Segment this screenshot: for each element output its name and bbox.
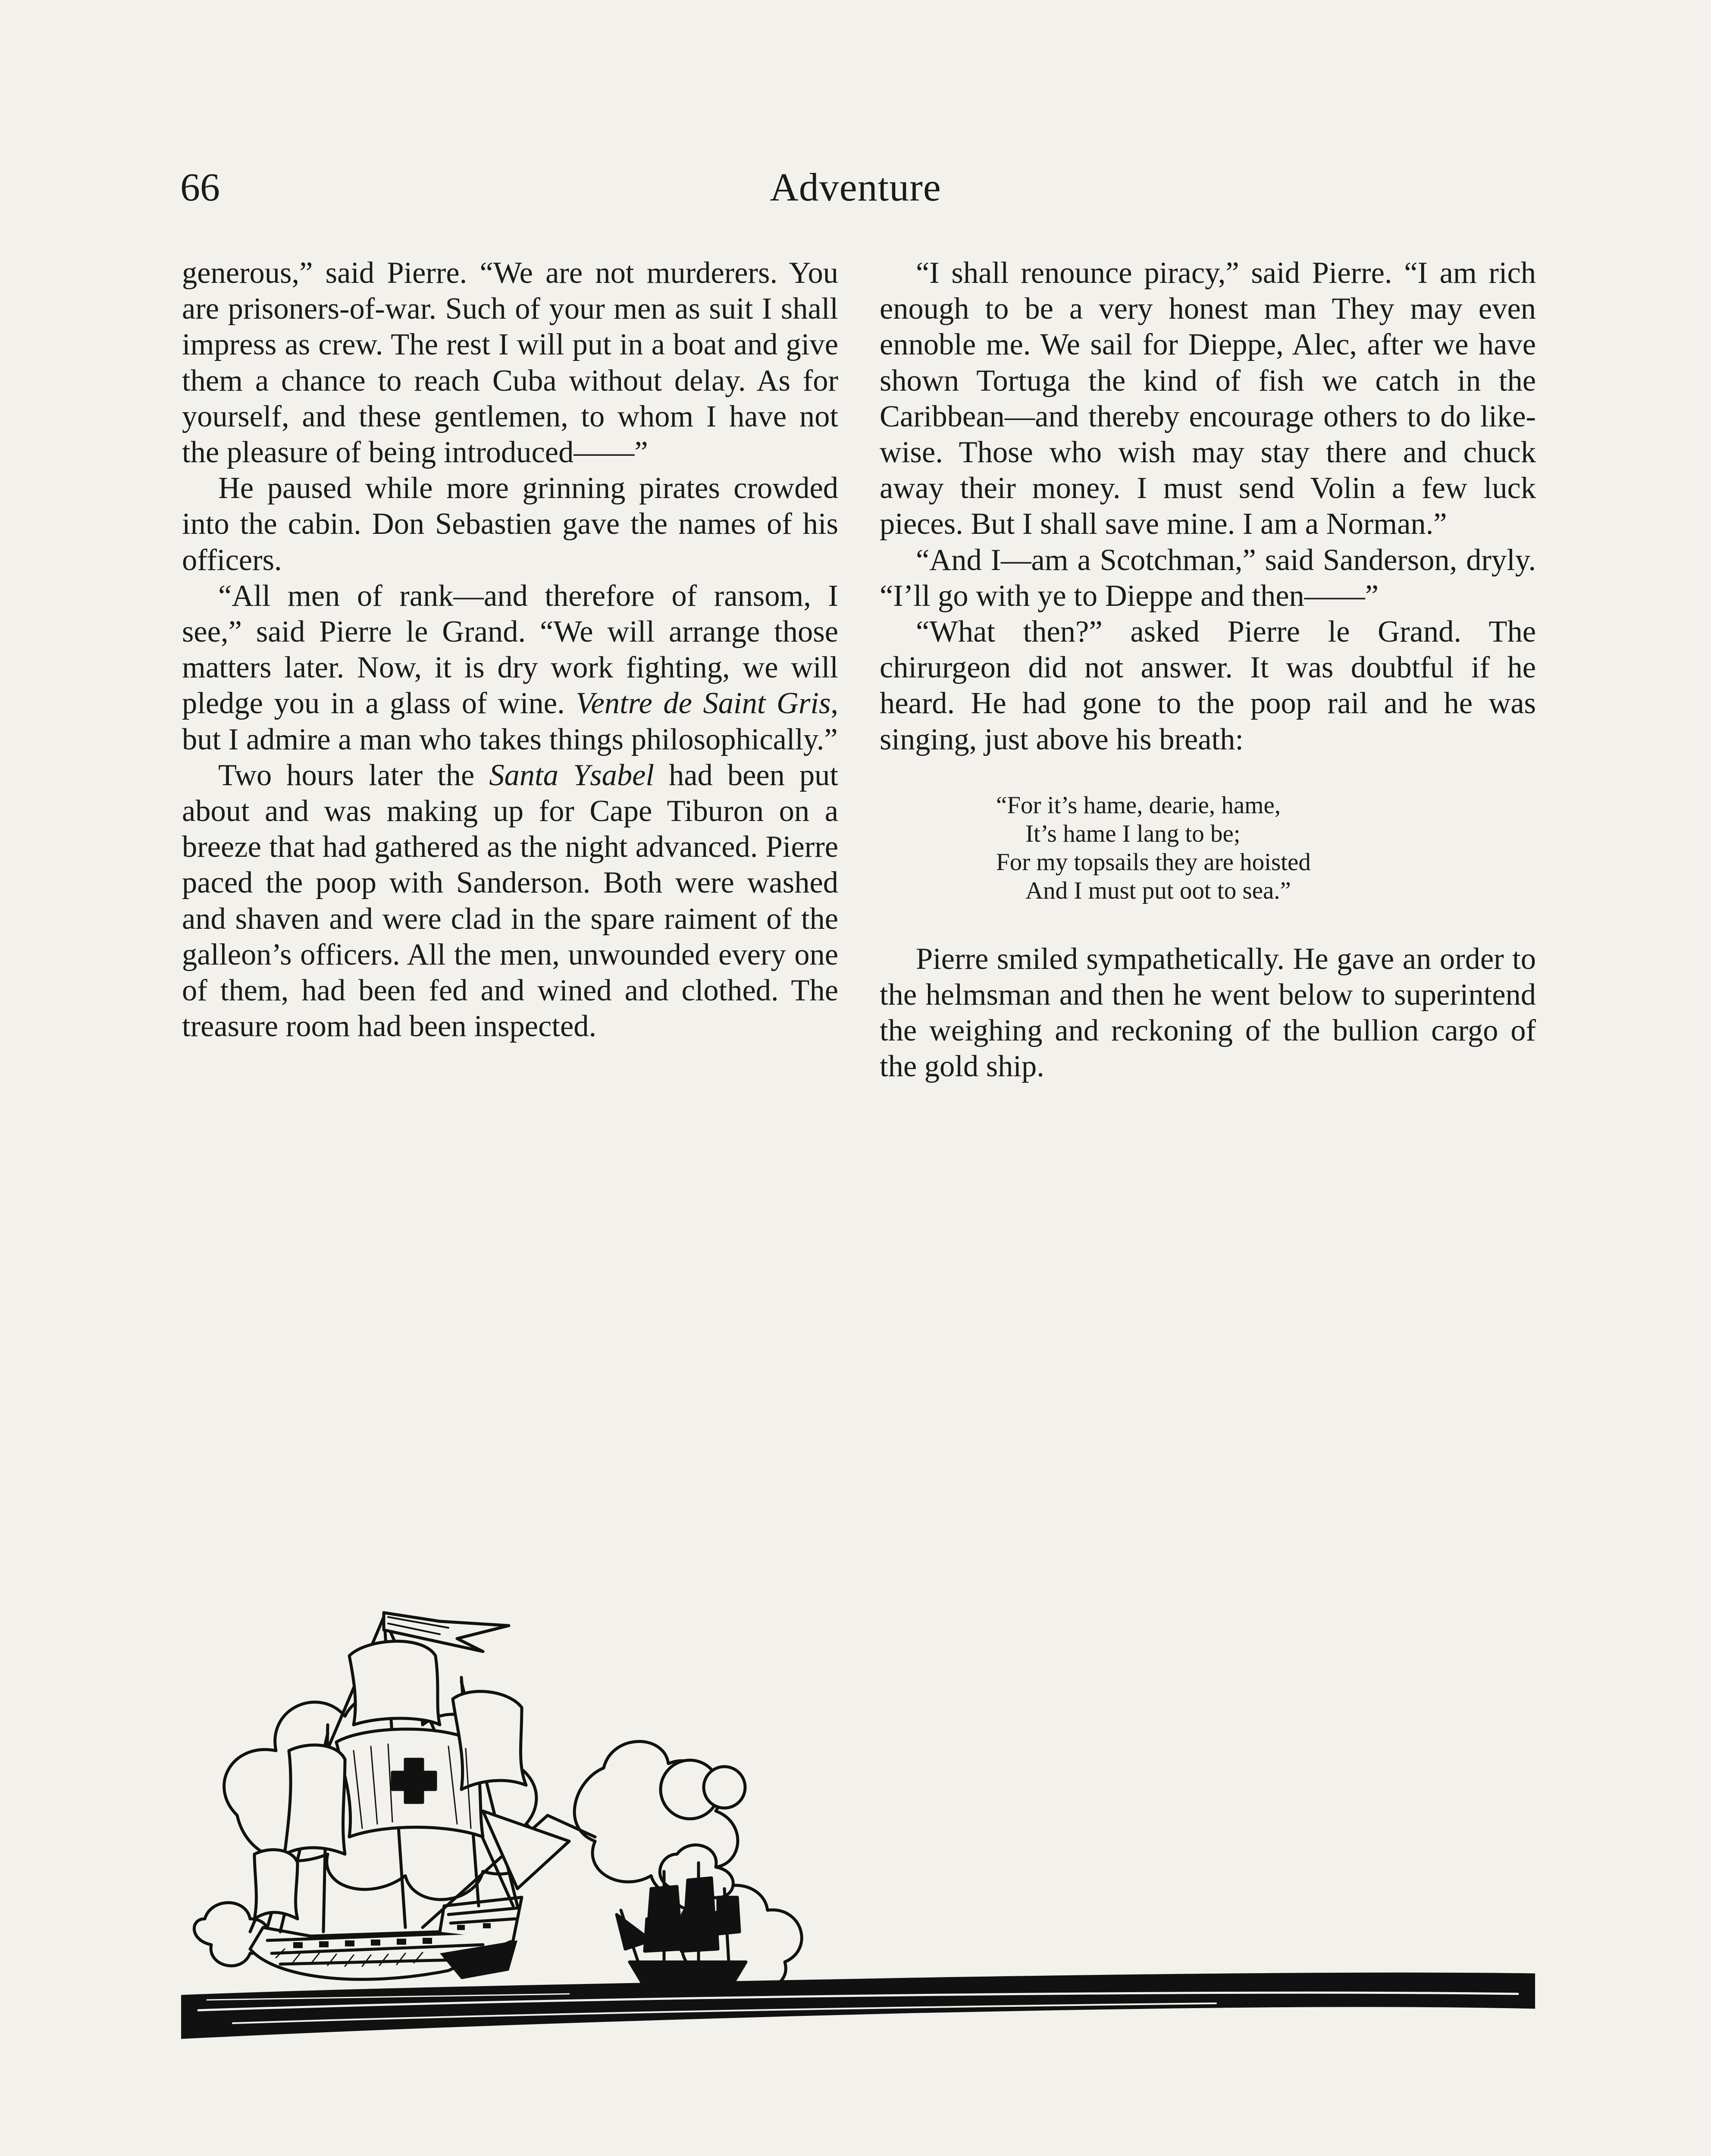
- verse-line: And I must put oot to sea.”: [1025, 877, 1291, 904]
- paragraph: [182, 758, 838, 1045]
- paragraph: “And I—am a Scotchman,” said Sanderson, dryly. “I’ll go with ye to Dieppe and then——”: [880, 543, 1536, 613]
- italic-phrase: Ventre de Saint Gris: [576, 686, 831, 721]
- galleon-illustration: [181, 1483, 1535, 2057]
- verse-line: “For it’s hame, dearie, hame,: [996, 791, 1281, 819]
- paragraph: [182, 578, 838, 758]
- paragraph: He paused while more grinning pirates crowded into the cabin. Don Sebastien gave the names of his officers.: [182, 471, 838, 577]
- right-column: [880, 255, 1536, 1085]
- paragraph-text: Two hours later the: [218, 758, 475, 792]
- page-number: 66: [180, 165, 220, 209]
- verse-line: For my topsails they are hoisted: [996, 848, 1311, 876]
- paragraph-text: “All men of rank—and therefore of ransom, I see,” said Pierre le Grand. “We will arrange those matters later. Now, it is dry work fighting, we will pledge you in a glass of wine.: [182, 579, 838, 721]
- verse-line: It’s hame I lang to be;: [1025, 820, 1241, 847]
- paragraph: “What then?” asked Pierre le Grand. The chirurgeon did not answer. It was doubtful if he heard. He had gone to the poop rail and he was singing, just above his breath:: [880, 615, 1536, 756]
- paragraph-text: , but I admire a man who takes things philosophically.”: [182, 686, 839, 756]
- ship-name: Santa Ysabel: [489, 758, 654, 792]
- song-verse: [880, 791, 1536, 905]
- paragraph-text: had been put about and was making up for Cape Tiburon on a breeze that had gathered as the night advanced. Pierre paced the poop with Sanderson. Both were washed and shaven and were clad in the spare raiment of the galleon’s officers. All the men, unwounded every one of them, had been fed and wined and clothed. The treasure room had been inspected.: [182, 758, 838, 1044]
- paragraph: “I shall renounce piracy,” said Pierre. “I am rich enough to be a very honest man They may even ennoble me. We sail for Dieppe, Alec, after we have shown Tortuga the kind of fish we catch in the Caribbean—and thereby encourage others to do likewise. Those who wish may stay there and chuck away their money. I must send Volin a few luck pieces. But I shall save mine. I am a Norman.”: [880, 256, 1536, 541]
- galleon-ship: [250, 1613, 595, 1979]
- magazine-title: Adventure: [770, 165, 941, 209]
- paragraph: generous,” said Pierre. “We are not murderers. You are prisoners-of-war. Such of your men as suit I shall impress as crew. The rest I will put in a boat and give them a chance to reach Cuba without delay. As for yourself, and these gentlemen, to whom I have not the pleasure of being introduced——”: [182, 256, 838, 470]
- sea-waves: [181, 1974, 1535, 2037]
- paragraph: Pierre smiled sympathetically. He gave an order to the helmsman and then he went below to superintend the weighing and reckoning of the bullion cargo of the gold ship.: [880, 942, 1536, 1084]
- left-column: [182, 255, 838, 1044]
